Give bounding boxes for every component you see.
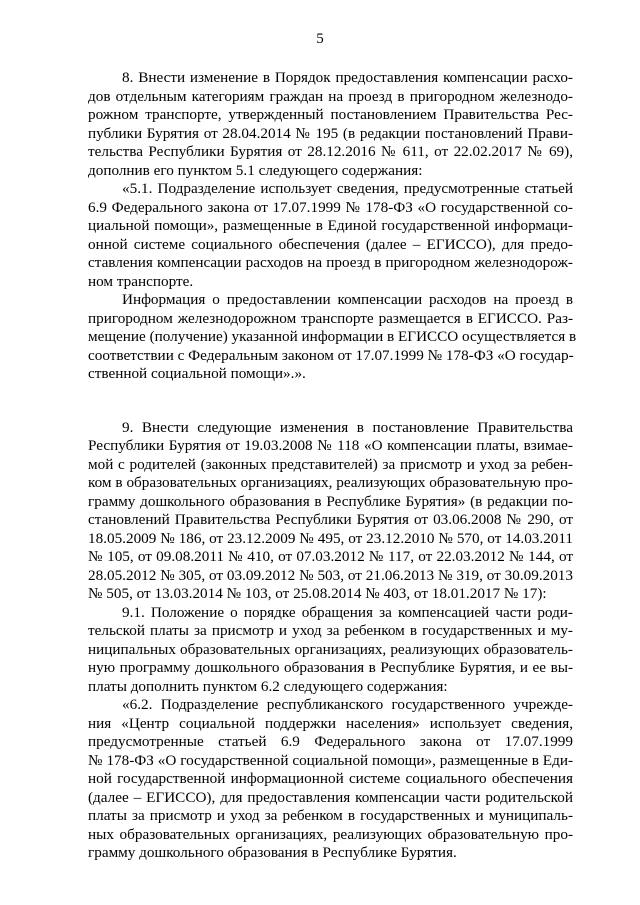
text-line: 9. Внести следующие изменения в постановление Правительства [122,418,573,436]
text-line: 18.05.2009 № 186, от 23.12.2009 № 495, от 23.12.2010 № 570, от 14.03.2011 [88,529,573,547]
section-gap [88,384,573,419]
text-line: публики Бурятия от 28.04.2014 № 195 (в редакции постановлений Прави- [88,124,573,142]
text-line: онной системе социального обеспечения (далее – ЕГИССО), для предо- [88,235,573,253]
item-9-paragraph-1 [88,419,573,604]
text-line: ственной социальной помощи».». [88,365,306,382]
text-line: пригородном железнодорожном транспорте размещается в ЕГИССО. Раз- [88,309,573,327]
text-line: ком в образовательных организациях, реализующих образовательную про- [88,474,573,491]
text-line: «5.1. Подразделение использует сведения, предусмотренные статьей [122,180,573,197]
text-line: соответствии с Федеральным законом от 17.07.1999 № 178-ФЗ «О государ- [88,346,574,364]
text-line: предусмотренные статьей 6.9 Федерального закона от 17.07.1999 [88,733,573,750]
text-line: ниципальных образовательных организациях, реализующих образователь- [88,640,573,658]
text-line: рожном транспорте, утвержденный постановлением Правительства Рес- [88,106,573,123]
text-line: дов отдельным категориям граждан на проезд в пригородном железнодо- [88,87,573,105]
text-line: мой с родителей (законных представителей) за присмотр и уход за ребен- [88,455,573,473]
item-8-paragraph-1 [88,69,573,180]
text-line: становлений Правительства Республики Бурятия от 03.06.2008 № 290, от [88,511,573,528]
text-line: мещение (получение) указанной информации в ЕГИССО осуществляется в [88,328,577,345]
text-line: 8. Внести изменение в Порядок предоставления компенсации расхо- [122,69,573,86]
text-line: «6.2. Подразделение республиканского государственного учрежде- [122,696,573,713]
document-body [88,69,577,863]
text-line: ния «Центр социальной поддержки населения» использует сведения, [88,714,573,732]
text-line: ных образовательных организациях, реализующих образовательную про- [88,825,573,843]
text-line: 9.1. Положение о порядке обращения за компенсацией части роди- [122,603,573,621]
text-line: 6.9 Федерального закона от 17.07.1999 № 178-ФЗ «О государственной со- [88,198,573,216]
text-line: ставления компенсации расходов на проезд в пригородном железнодорож- [88,254,573,271]
text-line: Республики Бурятия от 19.03.2008 № 118 «О компенсации платы, взимае- [88,437,573,454]
item-9-paragraph-3 [88,696,573,863]
text-line: 28.05.2012 № 305, от 03.09.2012 № 503, от 21.06.2013 № 319, от 30.09.2013 [88,566,573,584]
text-line: Информация о предоставлении компенсации расходов на проезд в [122,291,573,308]
text-line: ном транспорте. [88,272,194,290]
text-line: платы за присмотр и уход за ребенком в государственных и муниципаль- [88,807,573,824]
item-9-paragraph-2 [88,604,573,697]
text-line: циальной помощи», размещенные в Единой государственной информаци- [88,217,573,234]
text-line: дополнив его пунктом 5.1 следующего содержания: [88,161,423,179]
text-line: № 105, от 09.08.2011 № 410, от 07.03.2012 № 117, от 22.03.2012 № 144, от [88,548,573,565]
item-8-paragraph-2 [88,180,573,291]
text-line: платы дополнить пунктом 6.2 следующего содержания: [88,677,448,695]
text-line: № 505, от 13.03.2014 № 103, от 25.08.2014 № 403, от 18.01.2017 № 17): [88,585,547,602]
text-line: (далее – ЕГИССО), для предоставления компенсации части родительской [88,788,573,806]
text-line: № 178-ФЗ «О государственной социальной помощи», размещенные в Еди- [88,751,573,769]
text-line: грамму дошкольного образования в Республике Бурятия» (в редакции по- [88,492,573,510]
text-line: ной государственной информационной системе социального обеспечения [88,770,573,787]
text-line: грамму дошкольного образования в Республике Бурятия. [88,844,457,861]
text-line: тельства Республики Бурятия от 28.12.2016 № 611, от 22.02.2017 № 69), [88,143,573,160]
text-line: тельской платы за присмотр и уход за ребенком в государственных и му- [88,622,573,639]
text-line: ную программу дошкольного образования в Республике Бурятия, и ее вы- [88,659,573,676]
page-number: 5 [316,31,324,47]
item-8-paragraph-3 [88,291,577,384]
